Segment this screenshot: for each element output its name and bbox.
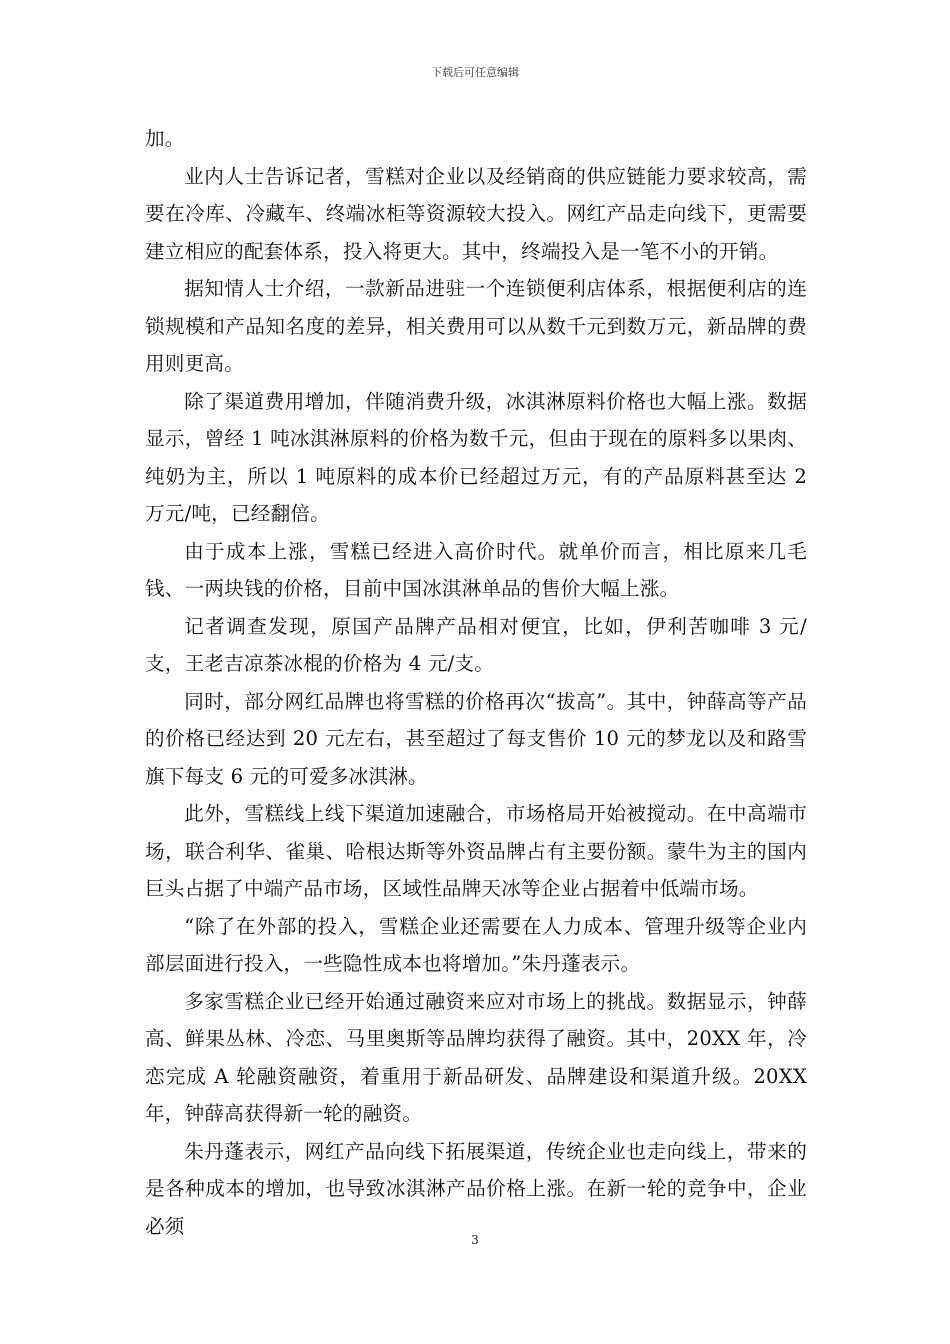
paragraph-11: 朱丹蓬表示，网红产品向线下拓展渠道，传统企业也走向线上，带来的是各种成本的增加，也导致冰淇淋产品价格上涨。在新一轮的竞争中，企业必须	[145, 1139, 807, 1238]
paragraph-1: 加。	[145, 127, 185, 150]
paragraph-8: 此外，雪糕线上线下渠道加速融合，市场格局开始被搅动。在中高端市场，联合利华、雀巢、哈根达斯等外资品牌占有主要份额。蒙牛为主的国内巨头占据了中端产品市场，区域性品牌天冰等企业占据着中低端市场。	[145, 802, 807, 900]
paragraph-2: 业内人士告诉记者，雪糕对企业以及经销商的供应链能力要求较高，需要在冷库、冷藏车、终端冰柜等资源较大投入。网红产品走向线下，更需要建立相应的配套体系，投入将更大。其中，终端投入是一笔不小的开销。	[145, 164, 807, 263]
page-header: 下载后可任意编辑	[431, 66, 519, 79]
paragraph-6: 记者调查发现，原国产品牌产品相对便宜，比如，伊利苦咖啡 3 元/支，王老吉凉茶冰棍的价格为 4 元/支。	[145, 614, 807, 675]
page-number: 3	[471, 1233, 479, 1247]
paragraph-7: 同时，部分网红品牌也将雪糕的价格再次“拔高”。其中，钟薛高等产品的价格已经达到 20 元左右，甚至超过了每支售价 10 元的梦龙以及和路雪旗下每支 6 元的可爱多冰淇淋。	[145, 689, 807, 788]
paragraph-3: 据知情人士介绍，一款新品进驻一个连锁便利店体系，根据便利店的连锁规模和产品知名度的差异，相关费用可以从数千元到数万元，新品牌的费用则更高。	[145, 277, 807, 375]
paragraph-10: 多家雪糕企业已经开始通过融资来应对市场上的挑战。数据显示，钟薛高、鲜果丛林、冷恋、马里奥斯等品牌均获得了融资。其中，20XX 年，冷恋完成 A 轮融资融资，着重用于新品研发、品牌建设和渠道升级。20XX 年，钟薛高获得新一轮的融资。	[145, 989, 807, 1125]
paragraph-4: 除了渠道费用增加，伴随消费升级，冰淇淋原料价格也大幅上涨。数据显示，曾经 1 吨冰淇淋原料的价格为数千元，但由于现在的原料多以果肉、纯奶为主，所以 1 吨原料的成本价已经超过万元，有的产品原料甚至达 2 万元/吨，已经翻倍。	[145, 389, 807, 525]
article-body	[145, 120, 807, 1245]
paragraph-5: 由于成本上涨，雪糕已经进入高价时代。就单价而言，相比原来几毛钱、一两块钱的价格，目前中国冰淇淋单品的售价大幅上涨。	[145, 539, 807, 600]
paragraph-9: “除了在外部的投入，雪糕企业还需要在人力成本、管理升级等企业内部层面进行投入，一些隐性成本也将增加。”朱丹蓬表示。	[145, 914, 807, 975]
